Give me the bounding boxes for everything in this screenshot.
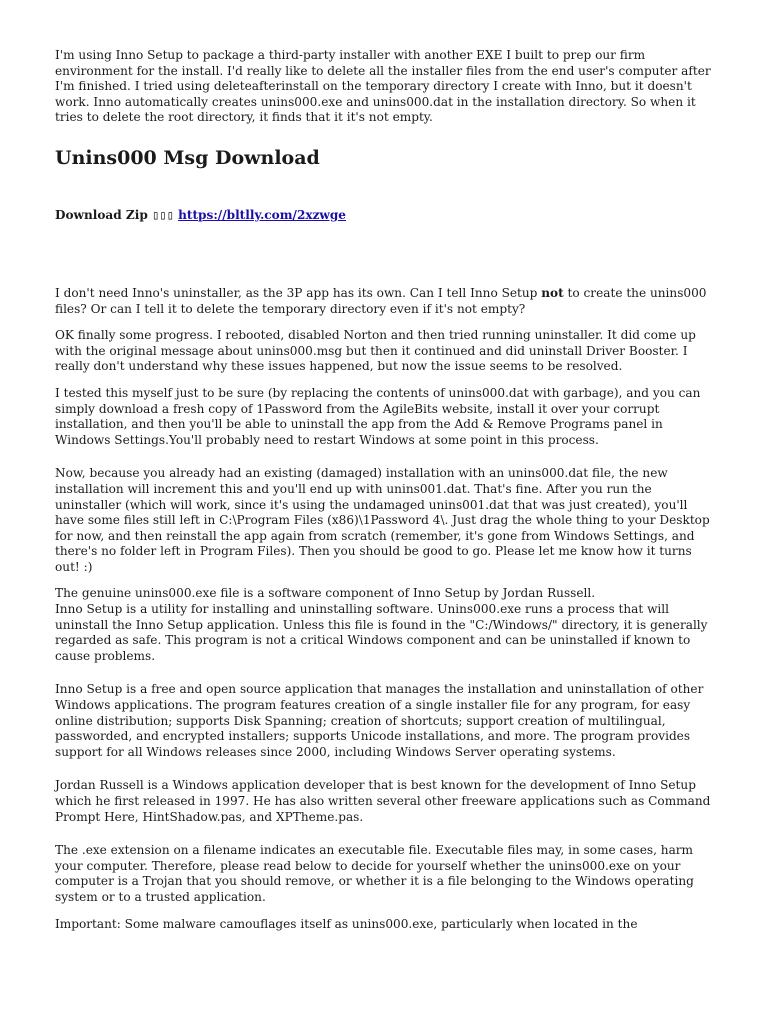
paragraph-tested: I tested this myself just to be sure (by replacing the contents of unins000.dat with garbage), and you can simply download a fresh copy of 1Password from the AgileBits website, install it over your corrupt installation, and then you'll be able to uninstall the app from the Add & Remove Programs panel in Windows Settings.You'll probably need to restart Windows at some point in this process. bbox=[55, 385, 701, 447]
paragraph-text: Inno Setup is a utility for installing and uninstalling software. Unins000.exe runs a process that will uninstall the Inno Setup application. Unless this file is found in the "C:/Windows/" directory, it is generally regarded as safe. This program is not a critical Windows component and can be uninstalled if known to cause problems. bbox=[55, 602, 708, 663]
paragraph-now-because: Now, because you already had an existing (damaged) installation with an unins000.dat file, the new installation will increment this and you'll end up with unins001.dat. That's fine. After you run the uninstaller (which will work, since it's using the undamaged unins001.dat that was just created), you'll have some files still left in C:\Program Files (x86)\1Password 4\. Just drag the whole thing to your Desktop for now, and then reinstall the app again from scratch (remember, it's gone from Windows Settings, and there's no folder left in Program Files). Then you should be good to go. Please let me know how it turns out! :) bbox=[55, 466, 710, 574]
paragraph-text: to create the unins000 files? Or can I tell it to delete the temporary directory even if it's not empty? bbox=[55, 285, 707, 316]
paragraph-genuine bbox=[55, 586, 718, 664]
paragraph-jordan: Jordan Russell is a Windows application developer that is best known for the development of Inno Setup which he first released in 1997. He has also written several other freeware applications such as Command Prompt Here, HintShadow.pas, and XPTheme.pas. bbox=[55, 778, 711, 824]
emphasis-not: not bbox=[541, 285, 564, 300]
paragraph-progress: OK finally some progress. I rebooted, disabled Norton and then tried running uninstaller. It did come up with the original message about unins000.msg but then it continued and did uninstall Driver Booster. I really don't understand why these issues happened, but now the issue seems to be resolved. bbox=[55, 328, 696, 374]
download-link[interactable]: https://bltlly.com/2xzwge bbox=[178, 207, 346, 222]
intro-paragraph: I'm using Inno Setup to package a third-party installer with another EXE I built to prep our firm environment for the install. I'd really like to delete all the installer files from the end user's computer after I'm finished. I tried using deleteafterinstall on the temporary directory I create with Inno, but it doesn't work. Inno automatically creates unins000.exe and unins000.dat in the installation directory. So when it tries to delete the root directory, it finds that it it's not empty. bbox=[55, 48, 711, 125]
paragraph-text: The genuine unins000.exe file is a software component of Inno Setup by Jordan Russell. bbox=[55, 586, 596, 601]
paragraph-important: Important: Some malware camouflages itself as unins000.exe, particularly when located in the bbox=[55, 916, 638, 931]
download-line bbox=[55, 208, 718, 222]
paragraph-inno-free: Inno Setup is a free and open source application that manages the installation and uninstallation of other Windows applications. The program features creation of a single installer file for any program, for easy online distribution; supports Disk Spanning; creation of shortcuts; support creation of multilingual, passworded, and encrypted installers; supports Unicode installations, and more. The program provides support for all Windows releases since 2000, including Windows Server operating systems. bbox=[55, 682, 704, 759]
download-label: Download Zip bbox=[55, 207, 148, 222]
paragraph-inno-question bbox=[55, 286, 718, 317]
paragraph-text: I don't need Inno's uninstaller, as the 3P app has its own. Can I tell Inno Setup bbox=[55, 285, 542, 300]
placeholder-glyphs: ▯▯▯ bbox=[152, 207, 174, 222]
page-title: Unins000 Msg Download bbox=[55, 146, 320, 169]
paragraph-exe-extension: The .exe extension on a filename indicates an executable file. Executable files may, in some cases, harm your computer. Therefore, please read below to decide for yourself whether the unins000.exe on your computer is a Trojan that you should remove, or whether it is a file belonging to the Windows operating system or to a trusted application. bbox=[55, 843, 694, 904]
